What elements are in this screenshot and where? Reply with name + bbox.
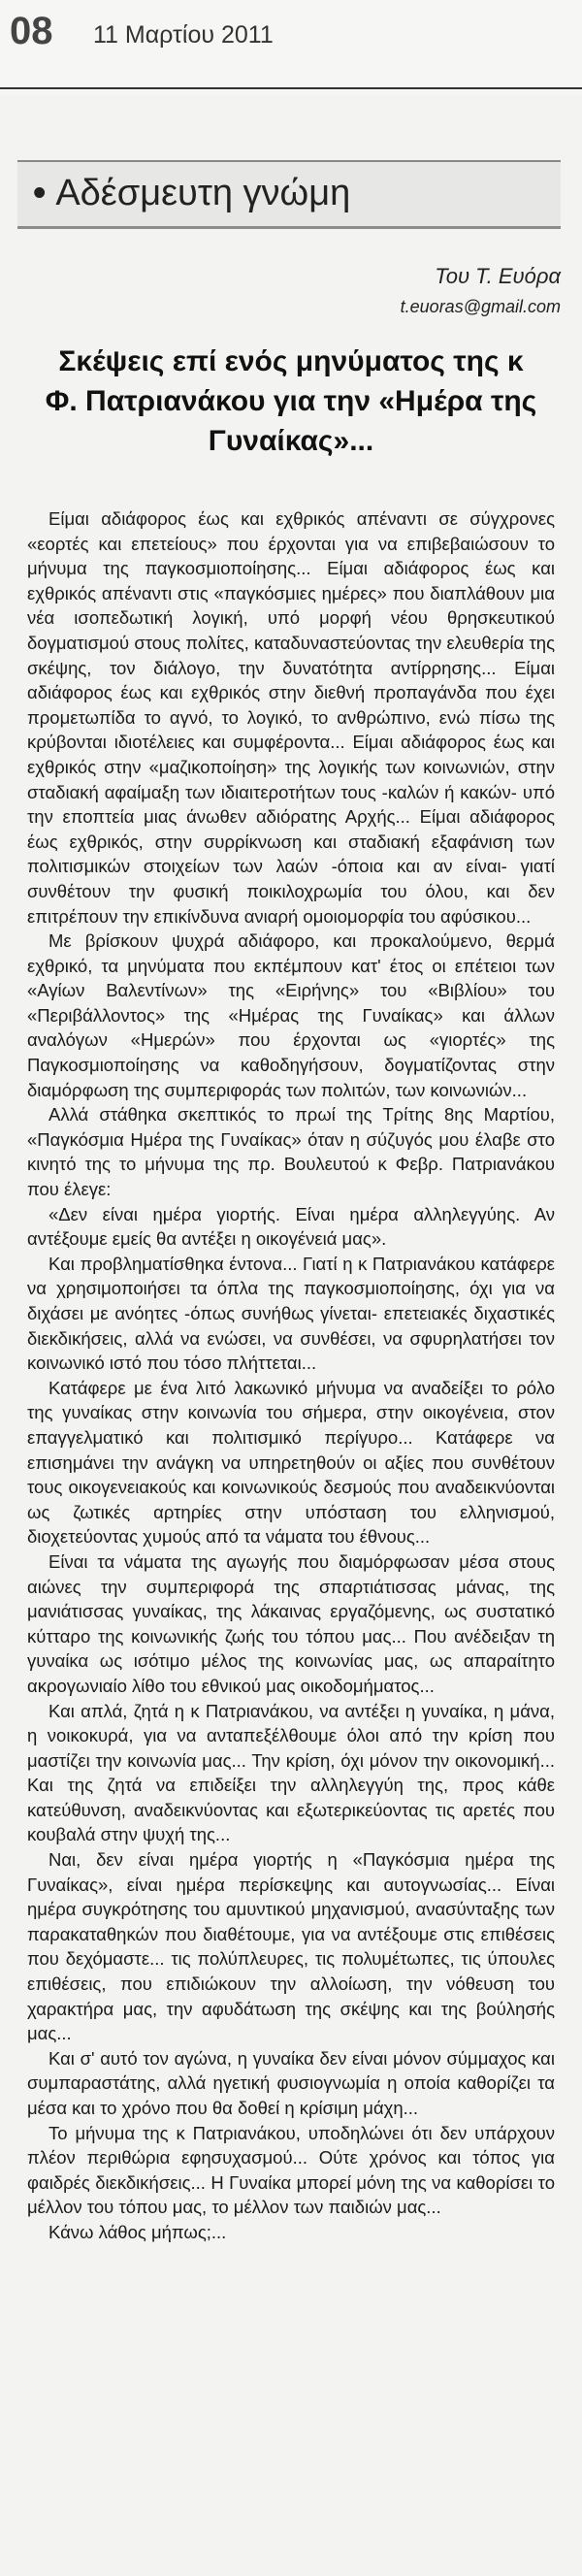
- header-rule: [0, 87, 582, 89]
- author-byline: Του Τ. Ευόρα: [435, 264, 561, 288]
- column-title: [33, 173, 350, 214]
- paragraph: Και απλά, ζητά η κ Πατριανάκου, να αντέξει η γυναίκα, η μάνα, η νοικοκυρά, για να ανταπεξέλθουμε όλοι από την κρίση που μαστίζει την κοινωνία μας... Την κρίση, όχι μόνον την οικονομική... Και της ζητά να επιδείξει την αλληλεγγύη της, προς κάθε κατεύθυνση, αναδεικνύοντας και εξωτερικεύοντας τις αρετές που κουβαλά στην ψυχή της...: [27, 1700, 555, 1845]
- paragraph: Είμαι αδιάφορος έως και εχθρικός απέναντι σε σύγχρονες «εορτές και επετείους» που έρχονται για να επιβεβαιώσουν το μήνυμα της παγκοσμιοποίησης... Είμαι αδιάφορος έως και εχθρικός απέναντι στις «παγκόσμιες ημέρες» που διαπλάθουν μια νέα ισοπεδωτική λογική, υπό μορφή νέου θρησκευτικού δογματισμού στους πολίτες, καταδυναστεύοντας την ελευθερία της σκέψης, τον διάλογο, την δυνατότητα αντίρρησης... Είμαι αδιάφορος έως και εχθρικός στην διεθνή προπαγάνδα που έχει προμετωπίδα το αγνό, το λογικό, το ανθρώπινο, ενώ πίσω της κρύβονται ιδιοτέλειες και συμφέροντα... Είμαι αδιάφορος έως και εχθρικός στην «μαζικοποίηση» της λογικής των κοινωνιών, στην σταδιακή αφαίμαξη των ιδιαιτεροτήτων τους -καλών ή κακών- υπό την εποπτεία μιας άνωθεν αδιόρατης Αρχής... Είμαι αδιάφορος έως εχθρικός, στην συρρίκνωση και σταδιακή εξαφάνιση των πολιτισμικών στοιχείων των λαών -όποια και αν είναι- γιατί συνθέτουν την φυσική ποικιλοχρωμία του όλου, και δεν επιτρέπουν την επικίνδυνα ανιαρή ομοιομορφία του αφύσικου...: [27, 508, 555, 927]
- quoted-message: «Δεν είναι ημέρα γιορτής. Είναι ημέρα αλληλεγγύης. Αν αντέξουμε εμείς θα αντέξει η οικογένειά μας».: [27, 1203, 555, 1250]
- paragraph: Κατάφερε με ένα λιτό λακωνικό μήνυμα να αναδείξει το ρόλο της γυναίκας στην κοινωνία του σήμερα, στην οικογένεια, στον επαγγελματικό και πολιτισμικό περίγυρο... Κατάφερε να επισημάνει την ανάγκη να υπηρετηθούν οι αξίες που συνθέτουν τους οικογενειακούς και κοινωνικούς δεσμούς που αναδεικνύονται ως ζωτικές αρτηρίες στην υπόσταση του ελληνισμού, διοχετεύοντας χυμούς από τα νάματα του έθνους...: [27, 1377, 555, 1548]
- paragraph: Με βρίσκουν ψυχρά αδιάφορο, και προκαλούμενο, θερμά εχθρικό, τα μηνύματα που εκπέμπουν κατ' έτος οι επέτειοι των «Αγίων Βαλεντίνων» της «Ειρήνης» του «Βιβλίου» του «Περιβάλλοντος» της «Ημέρας της Γυναίκας» και άλλων αναλόγων «Ημερών» που έρχονται ως «γιορτές» της Παγκοσμιοποίησης να καθοδηγήσουν, δογματίζοντας στην διαμόρφωση της συμπεριφοράς των πολιτών, των κοινωνιών...: [27, 930, 555, 1100]
- article-body: [27, 506, 555, 2245]
- page-number: 08: [10, 10, 53, 52]
- column-bullet: •: [33, 173, 47, 213]
- paragraph: Ναι, δεν είναι ημέρα γιορτής η «Παγκόσμια ημέρα της Γυναίκας», είναι ημέρα περίσκεψης και αυτογνωσίας... Είναι ημέρα συγκρότησης του αμυντικού μηχανισμού, ανασύνταξης των παρακαταθηκών που διαθέτουμε, για να αντέξουμε στις επιθέσεις που δεχόμαστε... τις πολύπλευρες, τις πολυμέτωπες, τις ύπουλες επιθέσεις, που επιδιώκουν την αλλοίωση, την νόθευση του χαρακτήρα μας, την αφυδάτωση της σκέψης και της βούλησής μας...: [27, 1849, 555, 2044]
- column-title-text: Αδέσμευτη γνώμη: [55, 173, 351, 213]
- page-header: [0, 0, 582, 95]
- issue-date: 11 Μαρτίου 2011: [93, 21, 274, 49]
- paragraph: Το μήνυμα της κ Πατριανάκου, υποδηλώνει ότι δεν υπάρχουν πλέον περιθώρια εφησυχασμού... Ούτε χρόνος και τόπος για φαιδρές διεκδικήσεις... Η Γυναίκα μπορεί μόνη της να καθορίσει το μέλλον του τόπου μας, το μέλλον των παιδιών μας...: [27, 2122, 555, 2218]
- article-headline: Σκέψεις επί ενός μηνύματος της κ Φ. Πατριανάκου για την «Ημέρα της Γυναίκας»...: [45, 345, 537, 457]
- paragraph: Και σ' αυτό τον αγώνα, η γυναίκα δεν είναι μόνον σύμμαχος και συμπαραστάτης, αλλά ηγετική φυσιογνωμία η οποία καθορίζει τα μέσα και το χρόνο που θα δοθεί η κρίσιμη μάχη...: [27, 2047, 555, 2118]
- author-email: t.euoras@gmail.com: [400, 297, 561, 316]
- paragraph: Είναι τα νάματα της αγωγής που διαμόρφωσαν μέσα στους αιώνες την συμπεριφορά της σπαρτιάτισσας μάνας, της μανιάτισσας γυναίκας, της λάκαινας εργαζόμενης, ως συστατικό κύτταρο της κοινωνικής ζωής του τόπου μας... Που ανέδειξαν τη γυναίκα ως ισότιμο μέλος της κοινωνίας μας, ως απαραίτητο ακρογωνιαίο λίθο του εθνικού μας οικοδομήματος...: [27, 1550, 555, 1696]
- paragraph: Αλλά στάθηκα σκεπτικός το πρωί της Τρίτης 8ης Μαρτίου, «Παγκόσμια Ημέρα της Γυναίκας» όταν η σύζυγός μου έλαβε στο κινητό της το μήνυμα της πρ. Βουλευτού κ Φεβρ. Πατριανάκου που έλεγε:: [27, 1104, 555, 1200]
- closing-line: Κάνω λάθος μήπως;...: [48, 2221, 227, 2242]
- paragraph: Και προβληματίσθηκα έντονα... Γιατί η κ Πατριανάκου κατάφερε να χρησιμοποιήσει τα όπλα της παγκοσμιοποίησης, όχι για να διχάσει με ανόητες -όπως συνήθως γίνεται- επετειακές διχαστικές διεκδικήσεις, αλλά να ενώσει, να συνθέσει, να σφυρηλατήσει τον κοινωνικό ιστό που τόσο πλήττεται...: [27, 1253, 555, 1374]
